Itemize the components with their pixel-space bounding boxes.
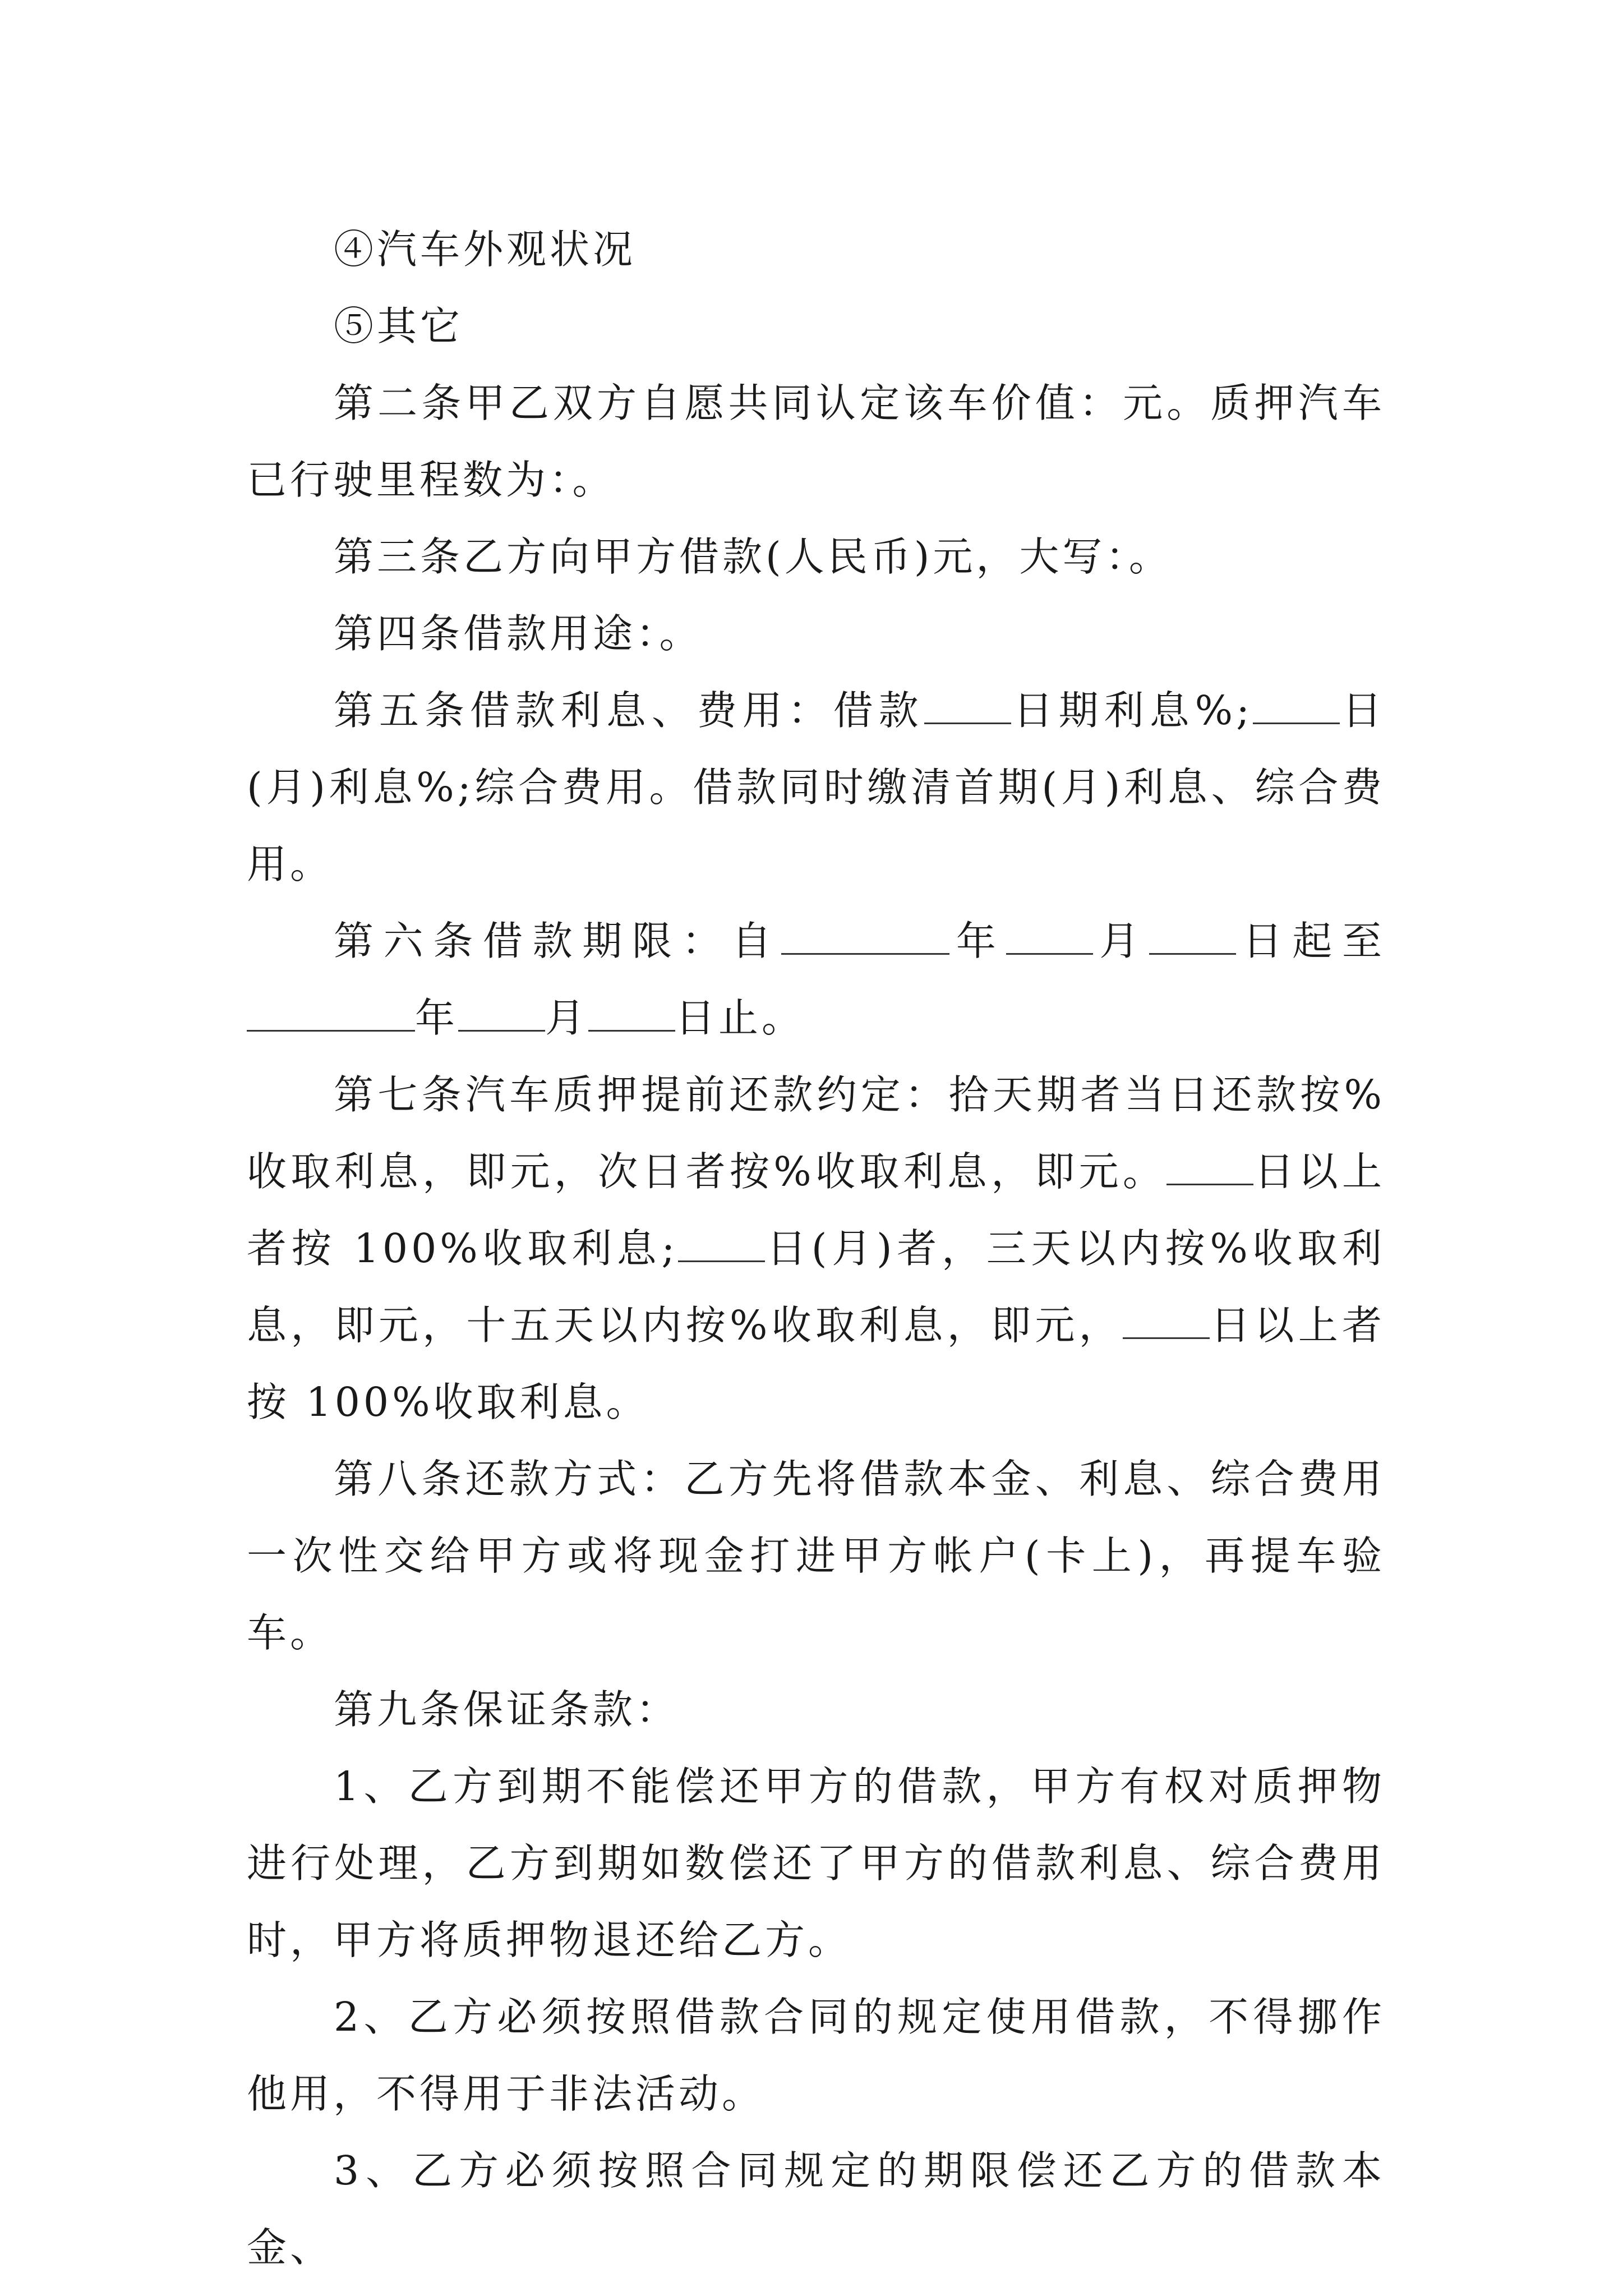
fill-in-blank [588, 995, 675, 1032]
paragraph-text: 第七条汽车质押提前还款约定：拾天期者当日还款按%收取利息，即元，次日者按%收取利息，即元。 [247, 1071, 1385, 1195]
paragraph-text: 日止。 [675, 995, 805, 1041]
paragraph-text: 第八条还款方式：乙方先将借款本金、利息、综合费用一次性交给甲方或将现金打进甲方帐户(卡上)，再提车验车。 [247, 1456, 1385, 1656]
paragraph-text: 日以上者按 100%收取利息; [247, 1148, 1385, 1272]
guarantee-item-1 [247, 1748, 1385, 1978]
clause-2-vehicle-value [247, 365, 1385, 518]
fill-in-blank [247, 995, 415, 1032]
guarantee-item-3 [247, 2132, 1385, 2286]
paragraph-text: 第四条借款用途：。 [334, 610, 703, 657]
paragraph-other [247, 288, 1385, 365]
clause-3-loan-amount [247, 518, 1385, 595]
fill-in-blank [678, 1226, 765, 1262]
fill-in-blank [1006, 918, 1093, 955]
clause-5-interest-fees [247, 672, 1385, 903]
document-body [247, 211, 1385, 2286]
paragraph-text: 第五条借款利息、费用：借款 [334, 687, 924, 734]
paragraph-text: ⑤其它 [334, 303, 464, 349]
paragraph-text: 第九条保证条款： [334, 1686, 680, 1733]
guarantee-item-2 [247, 1978, 1385, 2132]
paragraph-text: 日(月)者，三天以内按%收取利息，即元，十五天以内按%收取利息，即元， [247, 1225, 1385, 1349]
fill-in-blank [924, 688, 1011, 724]
fill-in-blank [1253, 688, 1340, 724]
clause-4-loan-purpose [247, 595, 1385, 672]
clause-6-loan-term [247, 903, 1385, 1056]
fill-in-blank [1123, 1303, 1210, 1339]
clause-8-repayment-method [247, 1441, 1385, 1671]
paragraph-text: 第三条乙方向甲方借款(人民币)元，大写：。 [334, 533, 1172, 580]
paragraph-text: 第六条借款期限：自 [334, 918, 782, 964]
paragraph-text: 日(月)利息%;综合费用。借款同时缴清首期(月)利息、综合费用。 [247, 687, 1385, 887]
paragraph-text: 月 [1092, 918, 1149, 964]
fill-in-blank [458, 995, 545, 1032]
paragraph-text: 日以上者按 100%收取利息。 [247, 1302, 1385, 1425]
paragraph-text: ④汽车外观状况 [334, 226, 637, 273]
paragraph-text: 月 [545, 995, 589, 1041]
paragraph-text: 年 [949, 918, 1006, 964]
paragraph-text: 1、乙方到期不能偿还甲方的借款，甲方有权对质押物进行处理，乙方到期如数偿还了甲方的借款利息、综合费用时，甲方将质押物退还给乙方。 [247, 1763, 1385, 1963]
paragraph-text: 第二条甲乙双方自愿共同认定该车价值：元。质押汽车已行驶里程数为：。 [247, 380, 1385, 503]
paragraph-text: 日起至 [1235, 918, 1385, 964]
fill-in-blank [781, 918, 949, 955]
fill-in-blank [1149, 918, 1236, 955]
fill-in-blank [1166, 1149, 1253, 1185]
paragraph-text: 日期利息%; [1011, 687, 1253, 734]
paragraph-text: 2、乙方必须按照借款合同的规定使用借款，不得挪作他用，不得用于非法活动。 [247, 1994, 1385, 2117]
clause-9-guarantee-heading [247, 1671, 1385, 1748]
paragraph-exterior-condition [247, 211, 1385, 288]
paragraph-text: 年 [415, 995, 459, 1041]
paragraph-text: 3、乙方必须按照合同规定的期限偿还乙方的借款本金、 [247, 2147, 1385, 2271]
clause-7-early-repayment [247, 1056, 1385, 1441]
